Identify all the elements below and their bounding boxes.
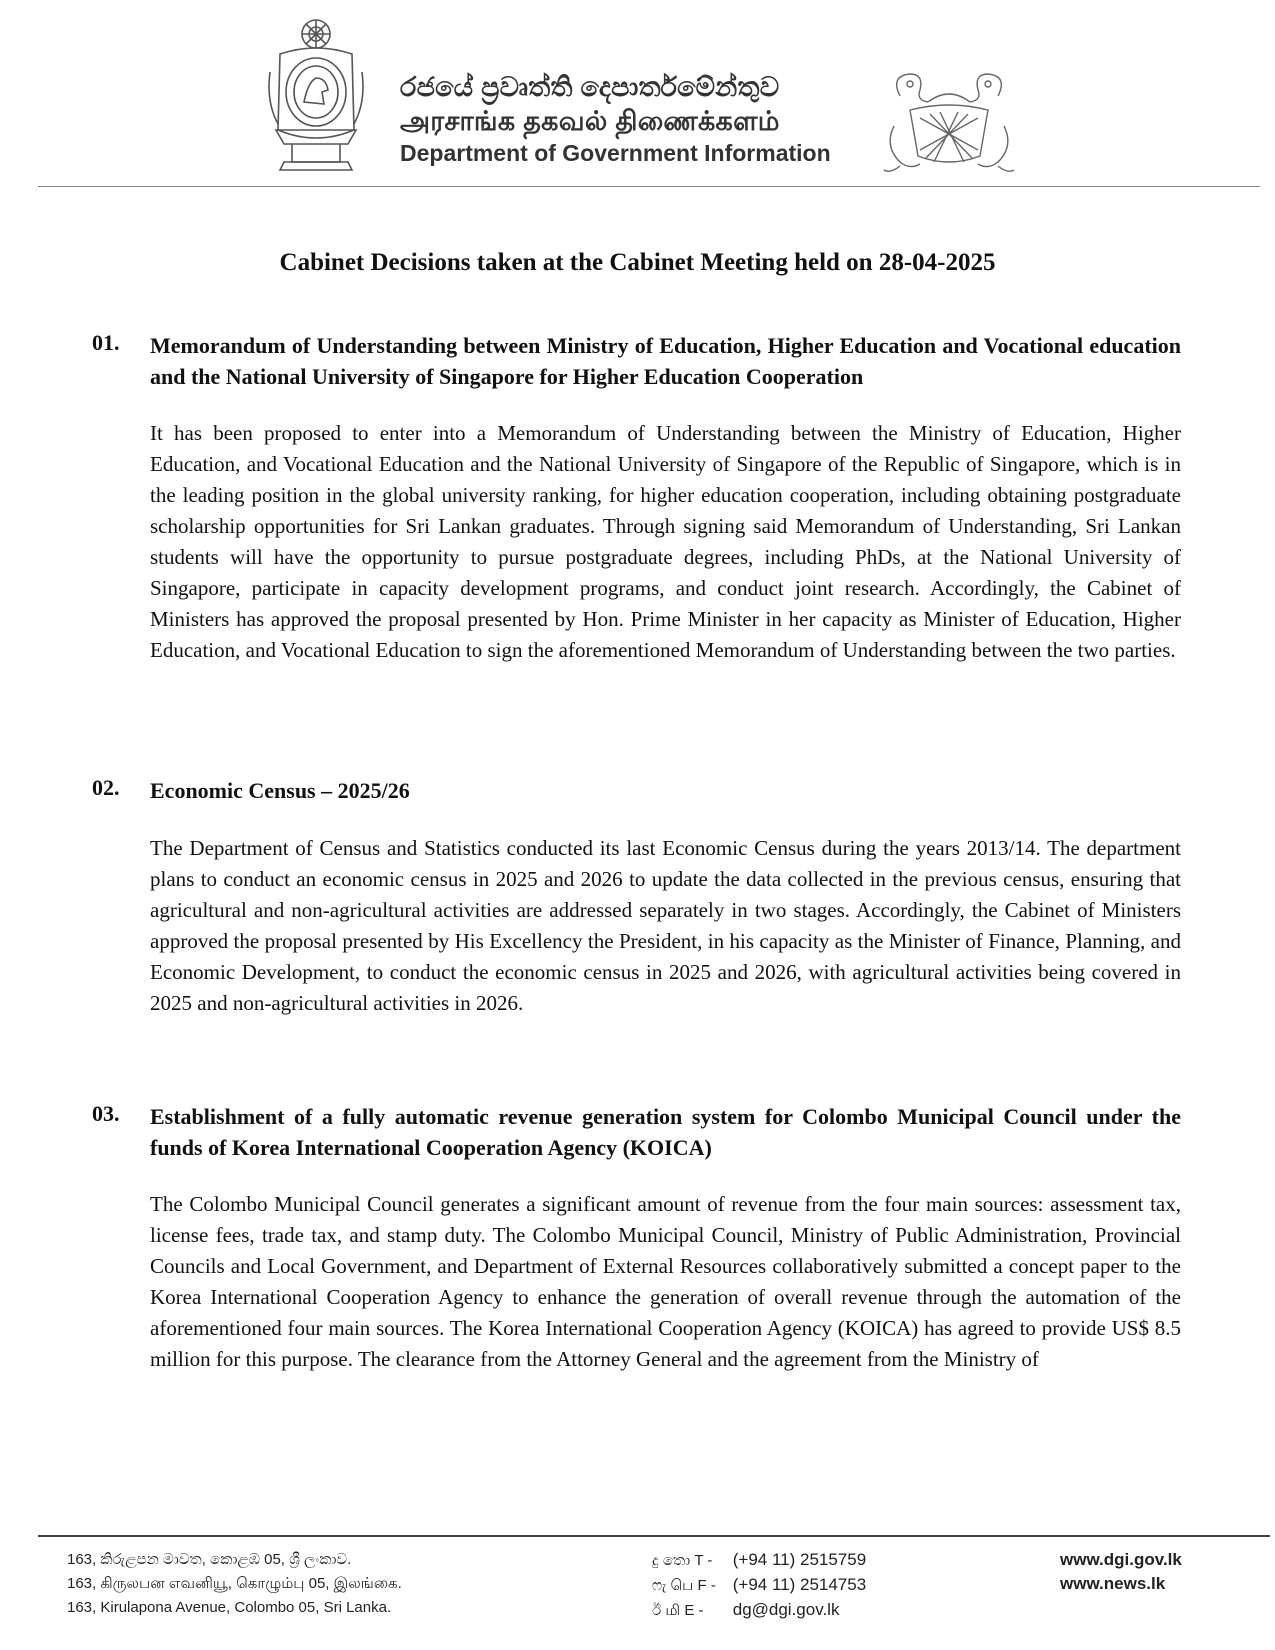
website-link-news[interactable]: www.news.lk	[1060, 1574, 1166, 1593]
telephone-label: දු තො T -	[652, 1552, 713, 1569]
letterhead	[0, 0, 1275, 190]
website-link-dgi[interactable]: www.dgi.gov.lk	[1060, 1550, 1182, 1569]
footer-divider	[38, 1535, 1270, 1537]
fax-label: ෆැ பெ F -	[652, 1577, 716, 1594]
email-row	[652, 1598, 866, 1623]
footer-address	[67, 1548, 402, 1620]
decision-number: 01.	[92, 330, 120, 355]
sri-lanka-emblem-icon	[262, 12, 370, 172]
telephone-row	[652, 1548, 866, 1573]
address-tamil: 163, கிருலபன எவனியூ, கொழும்பு 05, இலங்கை.	[67, 1575, 402, 1592]
footer-websites	[1060, 1548, 1182, 1596]
footer-contact	[652, 1548, 866, 1623]
department-name-sinhala: රජයේ ප්‍රවෘත්ති දෙපාර්තමේන්තුව	[400, 72, 780, 102]
decision-number: 02.	[92, 775, 120, 800]
email-link[interactable]: dg@dgi.gov.lk	[732, 1600, 840, 1619]
decision-body: The Department of Census and Statistics conducted its last Economic Census during the years 2013/14. The department plans to conduct an economic census in 2025 and 2026 to update the data collected in the previous census, ensuring that agricultural and non-agricultural activities are addressed separately in two stages. Accordingly, the Cabinet of Ministers approved the proposal presented by His Excellency the President, in his capacity as the Minister of Finance, Planning, and Economic Development, to conduct the economic census in 2025 and 2026, with agricultural activities being covered in 2025 and non-agricultural activities in 2026.	[150, 836, 1181, 1015]
fax-row	[652, 1573, 866, 1598]
traditional-ornament-icon	[880, 66, 1018, 176]
decision-number: 03.	[92, 1101, 120, 1126]
decision-heading: Economic Census – 2025/26	[150, 778, 410, 803]
address-sinhala: 163, කිරුළපන මාවත, කොළඹ 05, ශ්‍රී ලංකාව.	[67, 1551, 352, 1568]
email-label: ඊ மி E -	[652, 1602, 704, 1619]
department-name-tamil: அரசாங்க தகவல் திணைக்களம்	[400, 106, 780, 136]
department-name-english: Department of Government Information	[400, 140, 831, 166]
department-name	[400, 70, 860, 168]
header-divider	[38, 186, 1260, 187]
telephone-number[interactable]: (+94 11) 2515759	[732, 1550, 867, 1569]
page-title: Cabinet Decisions taken at the Cabinet Meeting held on 28-04-2025	[279, 249, 996, 276]
decision-heading: Memorandum of Understanding between Ministry of Education, Higher Education and Vocational education and the National University of Singapore for Higher Education Cooperation	[150, 333, 1181, 389]
decision-heading: Establishment of a fully automatic revenue generation system for Colombo Municipal Council under the funds of Korea International Cooperation Agency (KOICA)	[150, 1104, 1181, 1160]
decision-body: It has been proposed to enter into a Memorandum of Understanding between the Ministry of Education, Higher Education, and Vocational Education and the National University of Singapore of the Republic of Singapore, which is in the leading position in the global university ranking, for higher education cooperation, including obtaining postgraduate scholarship opportunities for Sri Lankan graduates. Through signing said Memorandum of Understanding, Sri Lankan students will have the opportunity to pursue postgraduate degrees, including PhDs, at the National University of Singapore, participate in capacity development programs, and conduct joint research. Accordingly, the Cabinet of Ministers has approved the proposal presented by Hon. Prime Minister in her capacity as Minister of Education, Higher Education, and Vocational Education to sign the aforementioned Memorandum of Understanding between the two parties.	[150, 421, 1181, 662]
decision-body: The Colombo Municipal Council generates a significant amount of revenue from the four main sources: assessment tax, license fees, trade tax, and stamp duty. The Colombo Municipal Council, Ministry of Public Administration, Provincial Councils and Local Government, and Department of External Resources collaboratively submitted a concept paper to the Korea International Cooperation Agency to enhance the generation of overall revenue through the automation of the aforementioned four main sources. The Korea International Cooperation Agency (KOICA) has agreed to provide US$ 8.5 million for this purpose. The clearance from the Attorney General and the agreement from the Ministry of	[150, 1192, 1181, 1371]
fax-number: (+94 11) 2514753	[732, 1575, 867, 1594]
address-english: 163, Kirulapona Avenue, Colombo 05, Sri Lanka.	[67, 1599, 392, 1616]
